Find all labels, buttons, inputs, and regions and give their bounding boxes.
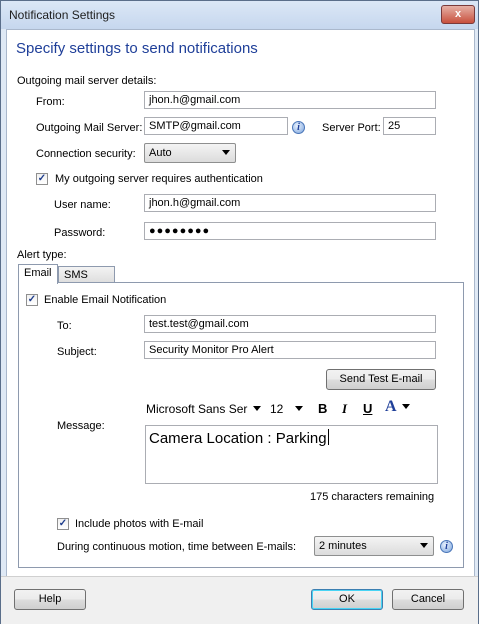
- connection-security-select[interactable]: [144, 143, 236, 163]
- from-label: From:: [36, 96, 65, 108]
- chevron-down-icon: [287, 403, 303, 413]
- ok-button[interactable]: OK: [311, 589, 383, 610]
- connection-security-label: Connection security:: [36, 148, 136, 160]
- font-size-select[interactable]: [270, 402, 303, 416]
- window-title: Notification Settings: [9, 8, 116, 22]
- interval-value: 2 minutes: [319, 540, 367, 552]
- send-test-email-button[interactable]: Send Test E-mail: [326, 369, 436, 390]
- include-photos-label: Include photos with E-mail: [75, 518, 204, 530]
- server-port-label: Server Port:: [322, 122, 381, 134]
- dialog-footer: [1, 576, 478, 624]
- info-icon[interactable]: i: [440, 540, 453, 553]
- info-icon[interactable]: i: [292, 121, 305, 134]
- font-color-icon: A: [385, 398, 396, 415]
- title-bar[interactable]: [1, 1, 478, 29]
- tab-email[interactable]: Email: [18, 264, 58, 284]
- font-name-value: Microsoft Sans Ser: [146, 402, 248, 416]
- password-label: Password:: [54, 227, 106, 239]
- auth-checkbox[interactable]: ✓: [37, 173, 47, 184]
- close-button[interactable]: [441, 5, 475, 24]
- chevron-down-icon: [251, 403, 261, 413]
- interval-select[interactable]: [314, 536, 434, 556]
- chevron-down-icon: [222, 150, 230, 155]
- close-icon: x: [454, 8, 462, 20]
- mail-server-field[interactable]: SMTP@gmail.com: [144, 117, 288, 135]
- to-label: To:: [57, 320, 72, 332]
- to-field[interactable]: test.test@gmail.com: [144, 315, 436, 333]
- subject-field[interactable]: Security Monitor Pro Alert: [144, 341, 436, 359]
- from-field[interactable]: jhon.h@gmail.com: [144, 91, 436, 109]
- page-title: Specify settings to send notifications: [16, 40, 258, 57]
- help-button[interactable]: Help: [14, 589, 86, 610]
- font-size-value: 12: [270, 402, 284, 416]
- server-port-field[interactable]: 25: [383, 117, 436, 135]
- enable-email-label: Enable Email Notification: [44, 294, 167, 306]
- tab-sms-text[interactable]: SMS: [58, 266, 115, 284]
- italic-button[interactable]: I: [342, 401, 348, 416]
- user-name-field[interactable]: jhon.h@gmail.com: [144, 194, 436, 212]
- mail-server-section-label: Outgoing mail server details:: [17, 75, 157, 87]
- font-color-button[interactable]: [385, 398, 410, 416]
- cancel-button[interactable]: Cancel: [392, 589, 464, 610]
- include-photos-checkbox[interactable]: ✓: [58, 518, 68, 529]
- connection-security-value: Auto: [149, 147, 172, 159]
- enable-email-checkbox[interactable]: ✓: [27, 294, 37, 305]
- text-caret: [328, 429, 329, 445]
- chars-remaining-label: 175 characters remaining: [310, 491, 435, 503]
- alert-type-label: Alert type:: [17, 249, 67, 261]
- mail-server-label: Outgoing Mail Server:: [36, 122, 143, 134]
- underline-button[interactable]: U: [363, 401, 373, 416]
- bold-button[interactable]: B: [318, 401, 328, 416]
- subject-label: Subject:: [57, 346, 97, 358]
- message-text: Camera Location : Parking: [149, 430, 327, 447]
- message-label: Message:: [57, 420, 105, 432]
- user-name-label: User name:: [54, 199, 111, 211]
- chevron-down-icon: [400, 401, 410, 411]
- auth-checkbox-label: My outgoing server requires authentication: [55, 173, 263, 185]
- interval-label: During continuous motion, time between E-mails:: [57, 541, 297, 553]
- chevron-down-icon: [420, 543, 428, 548]
- dialog-content: [6, 29, 475, 577]
- message-textarea[interactable]: [145, 425, 438, 484]
- font-name-select[interactable]: [146, 402, 261, 416]
- password-field[interactable]: ●●●●●●●●: [144, 222, 436, 240]
